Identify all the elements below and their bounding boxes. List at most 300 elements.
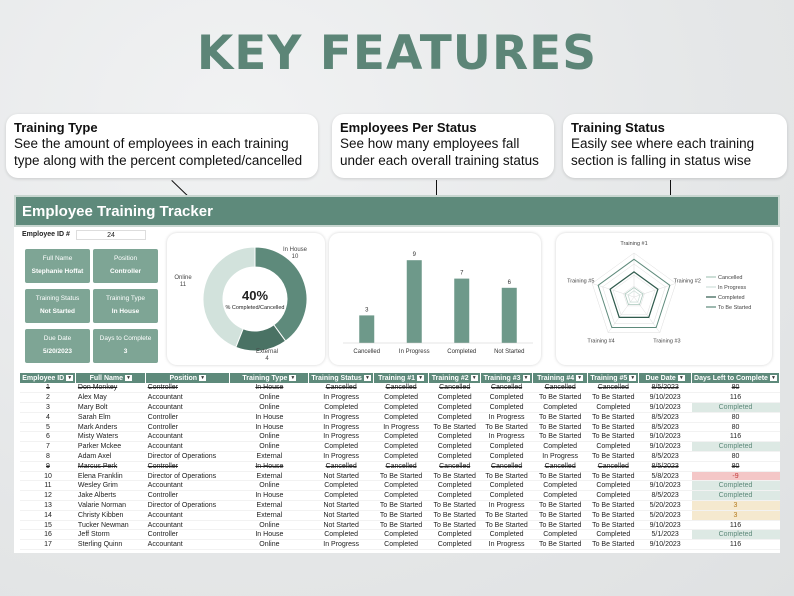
table-cell: Tucker Newman [76, 520, 146, 530]
table-row[interactable] [20, 471, 780, 481]
table-cell: 9/10/2023 [639, 520, 692, 530]
table-row[interactable] [20, 530, 780, 540]
table-cell: To Be Started [588, 520, 639, 530]
table-cell: Completed [532, 491, 587, 501]
table-cell: Cancelled [373, 383, 428, 393]
table-cell: External [230, 452, 309, 462]
table-cell: In House [230, 422, 309, 432]
table-cell: Accountant [146, 442, 230, 452]
table-cell: Accountant [146, 510, 230, 520]
table-cell: 80 [692, 422, 780, 432]
table-row[interactable] [20, 461, 780, 471]
filter-dropdown-icon[interactable]: ▼ [523, 374, 529, 381]
table-cell: Completed [309, 442, 374, 452]
table-cell: 8/5/2023 [639, 461, 692, 471]
card-label: Due Date [43, 335, 72, 342]
table-cell: In Progress [309, 422, 374, 432]
training-status-radar-chart [556, 233, 772, 365]
table-cell: 15 [20, 520, 76, 530]
table-cell: To Be Started [481, 510, 533, 520]
table-cell: Marcus Perk [76, 461, 146, 471]
table-cell: 9/10/2023 [639, 540, 692, 550]
table-cell: Completed [692, 403, 780, 413]
table-cell: Cancelled [309, 383, 374, 393]
employee-table [20, 373, 780, 550]
table-row[interactable] [20, 510, 780, 520]
table-cell: 9/10/2023 [639, 432, 692, 442]
table-cell: To Be Started [532, 520, 587, 530]
tracker-title: Employee Training Tracker [22, 203, 213, 220]
donut-center-value: 40% [241, 288, 269, 303]
table-cell: Completed [532, 530, 587, 540]
bar-not-started [502, 288, 517, 343]
tracker-sheet [14, 195, 780, 553]
table-cell: 3 [20, 403, 76, 413]
table-row[interactable] [20, 412, 780, 422]
card-full-name [25, 249, 90, 283]
table-cell: In Progress [309, 412, 374, 422]
table-cell: Cancelled [429, 383, 481, 393]
table-cell: To Be Started [373, 510, 428, 520]
status-bar-chart [329, 233, 541, 365]
bar-category-label: Cancelled [353, 349, 381, 355]
column-header[interactable] [481, 373, 533, 383]
table-cell: External [230, 501, 309, 511]
table-cell: 8/5/2023 [639, 422, 692, 432]
table-cell: 9 [20, 461, 76, 471]
callout-heading: Training Type [14, 120, 98, 135]
table-cell: Completed [481, 403, 533, 413]
table-cell: To Be Started [532, 540, 587, 550]
table-cell: 4 [20, 412, 76, 422]
table-cell: Controller [146, 491, 230, 501]
table-row[interactable] [20, 520, 780, 530]
card-label: Training Status [35, 295, 80, 302]
table-cell: To Be Started [481, 471, 533, 481]
radar-legend-label: Cancelled [718, 275, 743, 281]
table-cell: Completed [588, 403, 639, 413]
table-cell: Elena Franklin [76, 471, 146, 481]
table-cell: Not Started [309, 471, 374, 481]
table-cell: Accountant [146, 393, 230, 403]
radar-legend-label: In Progress [718, 285, 747, 291]
table-cell: Wesley Grim [76, 481, 146, 491]
table-cell: Completed [692, 530, 780, 540]
callout-body: See how many employees fall under each overall training status [340, 136, 539, 168]
table-cell: Completed [692, 442, 780, 452]
table-cell: To Be Started [532, 501, 587, 511]
table-cell: Completed [588, 530, 639, 540]
table-cell: In Progress [309, 432, 374, 442]
table-cell: 8/5/2023 [639, 383, 692, 393]
column-header-label: Training Type [242, 374, 288, 382]
table-cell: To Be Started [532, 432, 587, 442]
table-cell: 10 [20, 471, 76, 481]
table-cell: To Be Started [429, 471, 481, 481]
bar-category-label: Completed [447, 349, 477, 355]
table-cell: In House [230, 383, 309, 393]
bar-value-label: 9 [412, 252, 416, 259]
table-cell: In Progress [481, 412, 533, 422]
table-cell: 8/5/2023 [639, 412, 692, 422]
column-header[interactable] [309, 373, 374, 383]
bar-in-progress [407, 260, 422, 343]
callout-training-status [563, 114, 787, 178]
table-cell: Mark Anders [76, 422, 146, 432]
column-header-label: Training #1 [378, 374, 416, 382]
radar-legend-label: Completed [718, 295, 745, 301]
column-header[interactable] [230, 373, 309, 383]
table-cell: In House [230, 461, 309, 471]
donut-center-label: % Completed/Cancelled [225, 305, 285, 311]
card-value: Not Started [39, 308, 76, 315]
table-cell: 5/8/2023 [639, 471, 692, 481]
table-cell: 8 [20, 452, 76, 462]
table-cell: Completed [429, 452, 481, 462]
table-cell: Not Started [309, 510, 374, 520]
table-cell: Completed [373, 540, 428, 550]
table-cell: Completed [309, 403, 374, 413]
card-value: In House [111, 308, 140, 315]
table-row[interactable] [20, 432, 780, 442]
card-label: Position [113, 255, 138, 262]
table-cell: Completed [588, 481, 639, 491]
table-cell: Cancelled [532, 461, 587, 471]
callout-body: See the amount of employees in each training type along with the percent completed/cancelled [14, 136, 303, 168]
card-label: Training Type [105, 295, 146, 302]
bar-value-label: 3 [365, 307, 369, 314]
table-cell: Director of Operations [146, 471, 230, 481]
column-header-label: Full Name [89, 374, 124, 382]
filter-dropdown-icon[interactable]: ▼ [290, 374, 296, 381]
table-cell: Completed [532, 403, 587, 413]
table-cell: Don Monkey [76, 383, 146, 393]
card-days-to-complete [93, 329, 158, 363]
status-bar-chart-panel [329, 233, 541, 365]
table-cell: Online [230, 403, 309, 413]
table-cell: External [230, 471, 309, 481]
table-cell: Completed [429, 491, 481, 501]
table-row[interactable] [20, 422, 780, 432]
table-header-row [20, 373, 780, 383]
card-value: Controller [109, 268, 142, 275]
table-cell: To Be Started [588, 432, 639, 442]
table-cell: 3 [692, 510, 780, 520]
table-cell: Accountant [146, 432, 230, 442]
table-cell: To Be Started [588, 393, 639, 403]
table-cell: External [230, 510, 309, 520]
table-cell: Not Started [309, 501, 374, 511]
table-cell: Online [230, 393, 309, 403]
table-cell: 80 [692, 452, 780, 462]
table-cell: Controller [146, 383, 230, 393]
table-cell: In House [230, 530, 309, 540]
table-row[interactable] [20, 481, 780, 491]
employee-id-label: Employee ID # [22, 231, 70, 238]
filter-dropdown-icon[interactable]: ▼ [630, 374, 636, 381]
table-cell: Cancelled [481, 383, 533, 393]
radar-axis-label: Training #3 [653, 338, 681, 345]
table-cell: Adam Axel [76, 452, 146, 462]
table-cell: In Progress [309, 540, 374, 550]
training-status-radar-panel [556, 233, 772, 365]
table-cell: Cancelled [532, 383, 587, 393]
table-cell: Completed [373, 393, 428, 403]
table-cell: 5 [20, 422, 76, 432]
table-cell: Sarah Elm [76, 412, 146, 422]
table-cell: 9/10/2023 [639, 393, 692, 403]
table-cell: Accountant [146, 481, 230, 491]
table-cell: 9/10/2023 [639, 403, 692, 413]
table-cell: Online [230, 481, 309, 491]
table-cell: To Be Started [373, 471, 428, 481]
table-cell: Completed [429, 481, 481, 491]
callout-training-type [6, 114, 318, 178]
table-cell: Mary Bolt [76, 403, 146, 413]
table-cell: -9 [692, 471, 780, 481]
card-value: 5/20/2023 [43, 348, 72, 355]
table-cell: In House [230, 491, 309, 501]
column-header-label: Position [169, 374, 198, 382]
table-cell: 80 [692, 383, 780, 393]
filter-dropdown-icon[interactable]: ▼ [364, 374, 370, 381]
table-cell: Completed [429, 540, 481, 550]
callout-heading: Training Status [571, 120, 665, 135]
column-header-label: Employee ID [22, 374, 65, 382]
table-cell: Completed [481, 393, 533, 403]
table-cell: Completed [373, 412, 428, 422]
table-cell: Completed [692, 491, 780, 501]
table-cell: Completed [588, 442, 639, 452]
table-cell: To Be Started [429, 510, 481, 520]
radar-axis-label: Training #1 [620, 241, 648, 247]
column-header[interactable] [373, 373, 428, 383]
table-cell: 3 [692, 501, 780, 511]
table-cell: Completed [429, 393, 481, 403]
training-type-chart-panel [167, 233, 325, 365]
table-cell: Online [230, 442, 309, 452]
table-cell: Controller [146, 461, 230, 471]
table-cell: To Be Started [532, 510, 587, 520]
table-body [20, 383, 780, 550]
donut-value-label: 10 [291, 254, 299, 260]
column-header[interactable] [76, 373, 146, 383]
donut-value-label: 11 [179, 282, 187, 288]
card-due-date [25, 329, 90, 363]
page-title: KEY FEATURES [196, 26, 598, 81]
employee-id-input[interactable]: 24 [76, 230, 146, 240]
table-cell: Online [230, 520, 309, 530]
table-cell: Director of Operations [146, 501, 230, 511]
table-row[interactable] [20, 383, 780, 393]
table-cell: To Be Started [373, 520, 428, 530]
table-cell: To Be Started [481, 422, 533, 432]
table-cell: 9/10/2023 [639, 481, 692, 491]
radar-axis-label: Training #2 [673, 278, 701, 285]
bar-cancelled [359, 315, 374, 343]
table-cell: Completed [309, 481, 374, 491]
table-cell: Completed [429, 530, 481, 540]
table-cell: Completed [373, 452, 428, 462]
radar-axis-label: Training #4 [587, 338, 615, 345]
table-cell: Accountant [146, 520, 230, 530]
table-cell: Completed [481, 481, 533, 491]
table-cell: To Be Started [532, 471, 587, 481]
table-cell: 116 [692, 540, 780, 550]
table-cell: Completed [373, 530, 428, 540]
table-cell: Parker Mckee [76, 442, 146, 452]
table-cell: Controller [146, 412, 230, 422]
table-cell: Online [230, 540, 309, 550]
column-header[interactable] [429, 373, 481, 383]
table-cell: 8/5/2023 [639, 491, 692, 501]
table-cell: To Be Started [588, 471, 639, 481]
radar-legend-label: To Be Started [718, 305, 752, 311]
column-header-label: Training Status [311, 374, 362, 382]
table-cell: Completed [481, 442, 533, 452]
table-cell: Controller [146, 422, 230, 432]
filter-dropdown-icon[interactable]: ▼ [577, 374, 583, 381]
table-cell: Valarie Norman [76, 501, 146, 511]
table-row[interactable] [20, 403, 780, 413]
column-header[interactable] [20, 373, 76, 383]
table-cell: To Be Started [588, 422, 639, 432]
card-label: Full Name [42, 255, 73, 262]
table-cell: In House [230, 412, 309, 422]
training-type-donut-chart [167, 233, 325, 365]
table-cell: Completed [481, 452, 533, 462]
table-cell: To Be Started [588, 540, 639, 550]
filter-dropdown-icon[interactable]: ▼ [126, 374, 131, 381]
filter-dropdown-icon[interactable]: ▼ [678, 374, 684, 381]
table-cell: Misty Waters [76, 432, 146, 442]
table-cell: In Progress [373, 422, 428, 432]
callout-heading: Employees Per Status [340, 120, 477, 135]
table-cell: Sterling Quinn [76, 540, 146, 550]
table-cell: Accountant [146, 403, 230, 413]
table-cell: 116 [692, 393, 780, 403]
table-cell: 80 [692, 412, 780, 422]
table-cell: Jeff Storm [76, 530, 146, 540]
card-value: Stephanie Hoffat [31, 268, 84, 275]
column-header[interactable] [692, 373, 780, 383]
table-cell: In Progress [481, 501, 533, 511]
bar-category-label: Not Started [494, 349, 525, 355]
table-row[interactable] [20, 442, 780, 452]
card-position [93, 249, 158, 283]
table-cell: Director of Operations [146, 452, 230, 462]
table-cell: 7 [20, 442, 76, 452]
table-row[interactable] [20, 540, 780, 550]
table-cell: In Progress [481, 540, 533, 550]
column-header[interactable] [146, 373, 230, 383]
table-cell: Completed [692, 481, 780, 491]
radar-axis-label: Training #5 [567, 278, 595, 285]
table-cell: 5/1/2023 [639, 530, 692, 540]
column-header[interactable] [532, 373, 587, 383]
table-cell: 12 [20, 491, 76, 501]
table-cell: Completed [532, 442, 587, 452]
filter-dropdown-icon[interactable]: ▼ [200, 374, 206, 381]
table-cell: 80 [692, 461, 780, 471]
table-cell: Cancelled [373, 461, 428, 471]
table-row[interactable] [20, 501, 780, 511]
filter-dropdown-icon[interactable]: ▼ [471, 374, 477, 381]
table-cell: Cancelled [481, 461, 533, 471]
table-cell: Online [230, 432, 309, 442]
column-header[interactable] [588, 373, 639, 383]
table-cell: To Be Started [588, 501, 639, 511]
table-cell: 16 [20, 530, 76, 540]
table-cell: To Be Started [429, 520, 481, 530]
card-training-status [25, 289, 90, 323]
table-cell: Completed [588, 491, 639, 501]
card-value: 3 [123, 348, 128, 355]
table-cell: To Be Started [588, 412, 639, 422]
filter-dropdown-icon[interactable]: ▼ [67, 374, 73, 381]
table-cell: Cancelled [309, 461, 374, 471]
table-cell: 5/20/2023 [639, 501, 692, 511]
table-cell: To Be Started [532, 393, 587, 403]
table-row[interactable] [20, 393, 780, 403]
table-cell: To Be Started [588, 510, 639, 520]
table-cell: 116 [692, 520, 780, 530]
table-cell: In Progress [309, 452, 374, 462]
table-cell: To Be Started [429, 422, 481, 432]
table-cell: 17 [20, 540, 76, 550]
table-cell: Completed [481, 530, 533, 540]
table-cell: Christy Kibben [76, 510, 146, 520]
table-cell: Completed [309, 491, 374, 501]
table-cell: 5/20/2023 [639, 510, 692, 520]
table-cell: Completed [429, 442, 481, 452]
donut-value-label: 4 [265, 356, 269, 362]
table-cell: Completed [373, 491, 428, 501]
table-cell: Jake Alberts [76, 491, 146, 501]
bar-category-label: In Progress [398, 349, 430, 355]
card-label: Days to Complete [99, 335, 152, 342]
table-cell: Completed [373, 403, 428, 413]
column-header-label: Training #5 [590, 374, 628, 382]
table-cell: In Progress [309, 393, 374, 403]
table-cell: 116 [692, 432, 780, 442]
column-header-label: Training #2 [431, 374, 469, 382]
table-cell: Completed [429, 412, 481, 422]
column-header-label: Training #3 [483, 374, 521, 382]
table-cell: 14 [20, 510, 76, 520]
table-row[interactable] [20, 491, 780, 501]
column-header-label: Training #4 [537, 374, 575, 382]
table-cell: Completed [481, 491, 533, 501]
column-header[interactable] [639, 373, 692, 383]
table-cell: To Be Started [532, 422, 587, 432]
table-cell: Not Started [309, 520, 374, 530]
filter-dropdown-icon[interactable]: ▼ [770, 374, 776, 381]
bar-completed [454, 279, 469, 343]
table-cell: Completed [309, 530, 374, 540]
table-cell: Completed [429, 432, 481, 442]
table-cell: Controller [146, 530, 230, 540]
filter-dropdown-icon[interactable]: ▼ [418, 374, 424, 381]
bar-value-label: 7 [460, 270, 464, 277]
column-header-label: Days Left to Complete [694, 374, 768, 382]
donut-category-label: In House [282, 247, 308, 253]
donut-category-label: External [255, 349, 279, 355]
table-cell: 9/10/2023 [639, 442, 692, 452]
table-cell: Cancelled [588, 461, 639, 471]
table-row[interactable] [20, 452, 780, 462]
table-cell: Cancelled [588, 383, 639, 393]
